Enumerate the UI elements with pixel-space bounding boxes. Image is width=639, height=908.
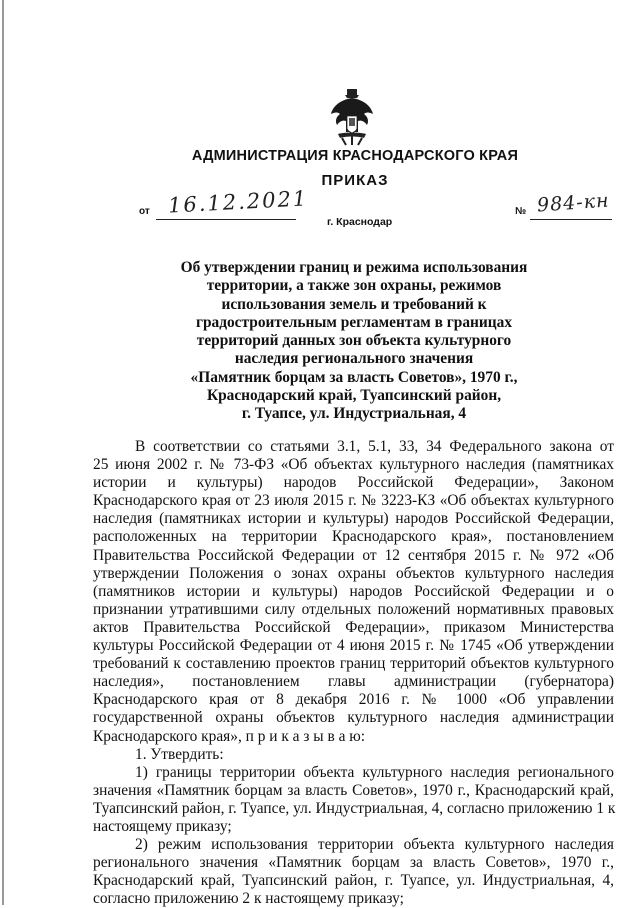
body-line: наследия (памятниках истории и культуры) народов Российской Федерации, <box>93 510 614 528</box>
title-line: Краснодарский край, Туапсинский район, <box>206 387 502 405</box>
date-underline <box>156 219 296 220</box>
body-line: требований к составлению проектов границ территорий объектов культурного <box>93 655 614 673</box>
body-line: Краснодарский край, Туапсинский район, г. Туапсе, ул. Индустриальная, 4, <box>93 872 614 890</box>
title-line: территорий данных зон объекта культурного <box>196 332 512 350</box>
date-prefix: от <box>139 206 150 217</box>
body-line: настоящему приказу; <box>93 817 232 835</box>
document-meta <box>0 186 639 236</box>
city-name: г. Краснодар <box>327 216 393 228</box>
body-line: актов Правительства Российской Федерации», приказом Министерства <box>93 618 614 636</box>
number-underline <box>530 219 612 220</box>
title-line: территории, а также зон охраны, режимов <box>206 277 502 295</box>
document-date: 16.12.2021 <box>167 186 309 218</box>
document-title <box>160 259 548 424</box>
scan-edge-line <box>2 0 4 905</box>
body-line: согласно приложению 2 к настоящему приказу; <box>93 890 404 908</box>
body-line: значения «Памятник борцам за власть Советов», 1970 г., Краснодарский край, <box>93 781 614 799</box>
krasnodar-coat-of-arms-icon <box>330 88 374 146</box>
number-prefix: № <box>515 206 527 217</box>
body-line: 2) режим использования территории объекта культурного наследия <box>135 836 614 854</box>
title-line: г. Туапсе, ул. Индустриальная, 4 <box>241 405 467 423</box>
body-line: Краснодарского края от 8 декабря 2016 г. № 1000 «Об управлении <box>93 691 614 709</box>
body-line: 25 июня 2002 г. № 73-ФЗ «Об объектах культурного наследия (памятниках <box>93 456 614 474</box>
body-line: В соответствии со статьями 3.1, 5.1, 33, 34 Федерального закона от <box>135 438 614 455</box>
body-line: регионального значения «Памятник борцам за власть Советов», 1970 г., <box>93 854 614 872</box>
document-body <box>93 438 614 908</box>
organization-name: АДМИНИСТРАЦИЯ КРАСНОДАРСКОГО КРАЯ <box>191 148 519 164</box>
body-line: Туапсинский район, г. Туапсе, ул. Индустриальная, 4, согласно приложению 1 к <box>93 799 616 817</box>
document-type: ПРИКАЗ <box>321 172 389 189</box>
body-line: (памятников истории и культуры) народов Российской Федерации и о <box>93 582 614 600</box>
title-line: «Памятник борцам за власть Советов», 1970 г., <box>190 368 518 386</box>
body-line: признании утратившими силу отдельных положений нормативных правовых <box>93 600 614 618</box>
body-line: Краснодарского края», п р и к а з ы в а ю: <box>93 727 366 745</box>
title-line: Об утверждении границ и режима использования <box>180 259 528 276</box>
body-line: государственной охраны объектов культурного наследия администрации <box>93 709 614 727</box>
body-line: расположенных на территории Краснодарского края», постановлением <box>93 528 614 546</box>
body-line: наследия», постановлением главы администрации (губернатора) <box>93 673 614 691</box>
body-line: 1. Утвердить: <box>135 745 224 763</box>
title-line: наследия регионального значения <box>234 350 474 368</box>
body-line: культуры Российской Федерации от 4 июня 2015 г. № 1745 «Об утверждении <box>93 637 614 655</box>
title-line: градостроительным регламентам в границах <box>195 313 513 331</box>
document-number: 984-кн <box>536 189 611 217</box>
body-line: 1) границы территории объекта культурного наследия регионального <box>135 763 614 781</box>
title-line: использования земель и требований к <box>221 295 487 313</box>
body-line: истории и культуры) народов Российской Федерации», Законом <box>93 474 614 492</box>
body-line: Правительства Российской Федерации от 12 сентября 2015 г. № 972 «Об <box>93 546 614 564</box>
body-line: утверждении Положения о зонах охраны объектов культурного наследия <box>93 564 614 582</box>
body-line: Краснодарского края от 23 июля 2015 г. № 3223-КЗ «Об объектах культурного <box>93 492 614 510</box>
